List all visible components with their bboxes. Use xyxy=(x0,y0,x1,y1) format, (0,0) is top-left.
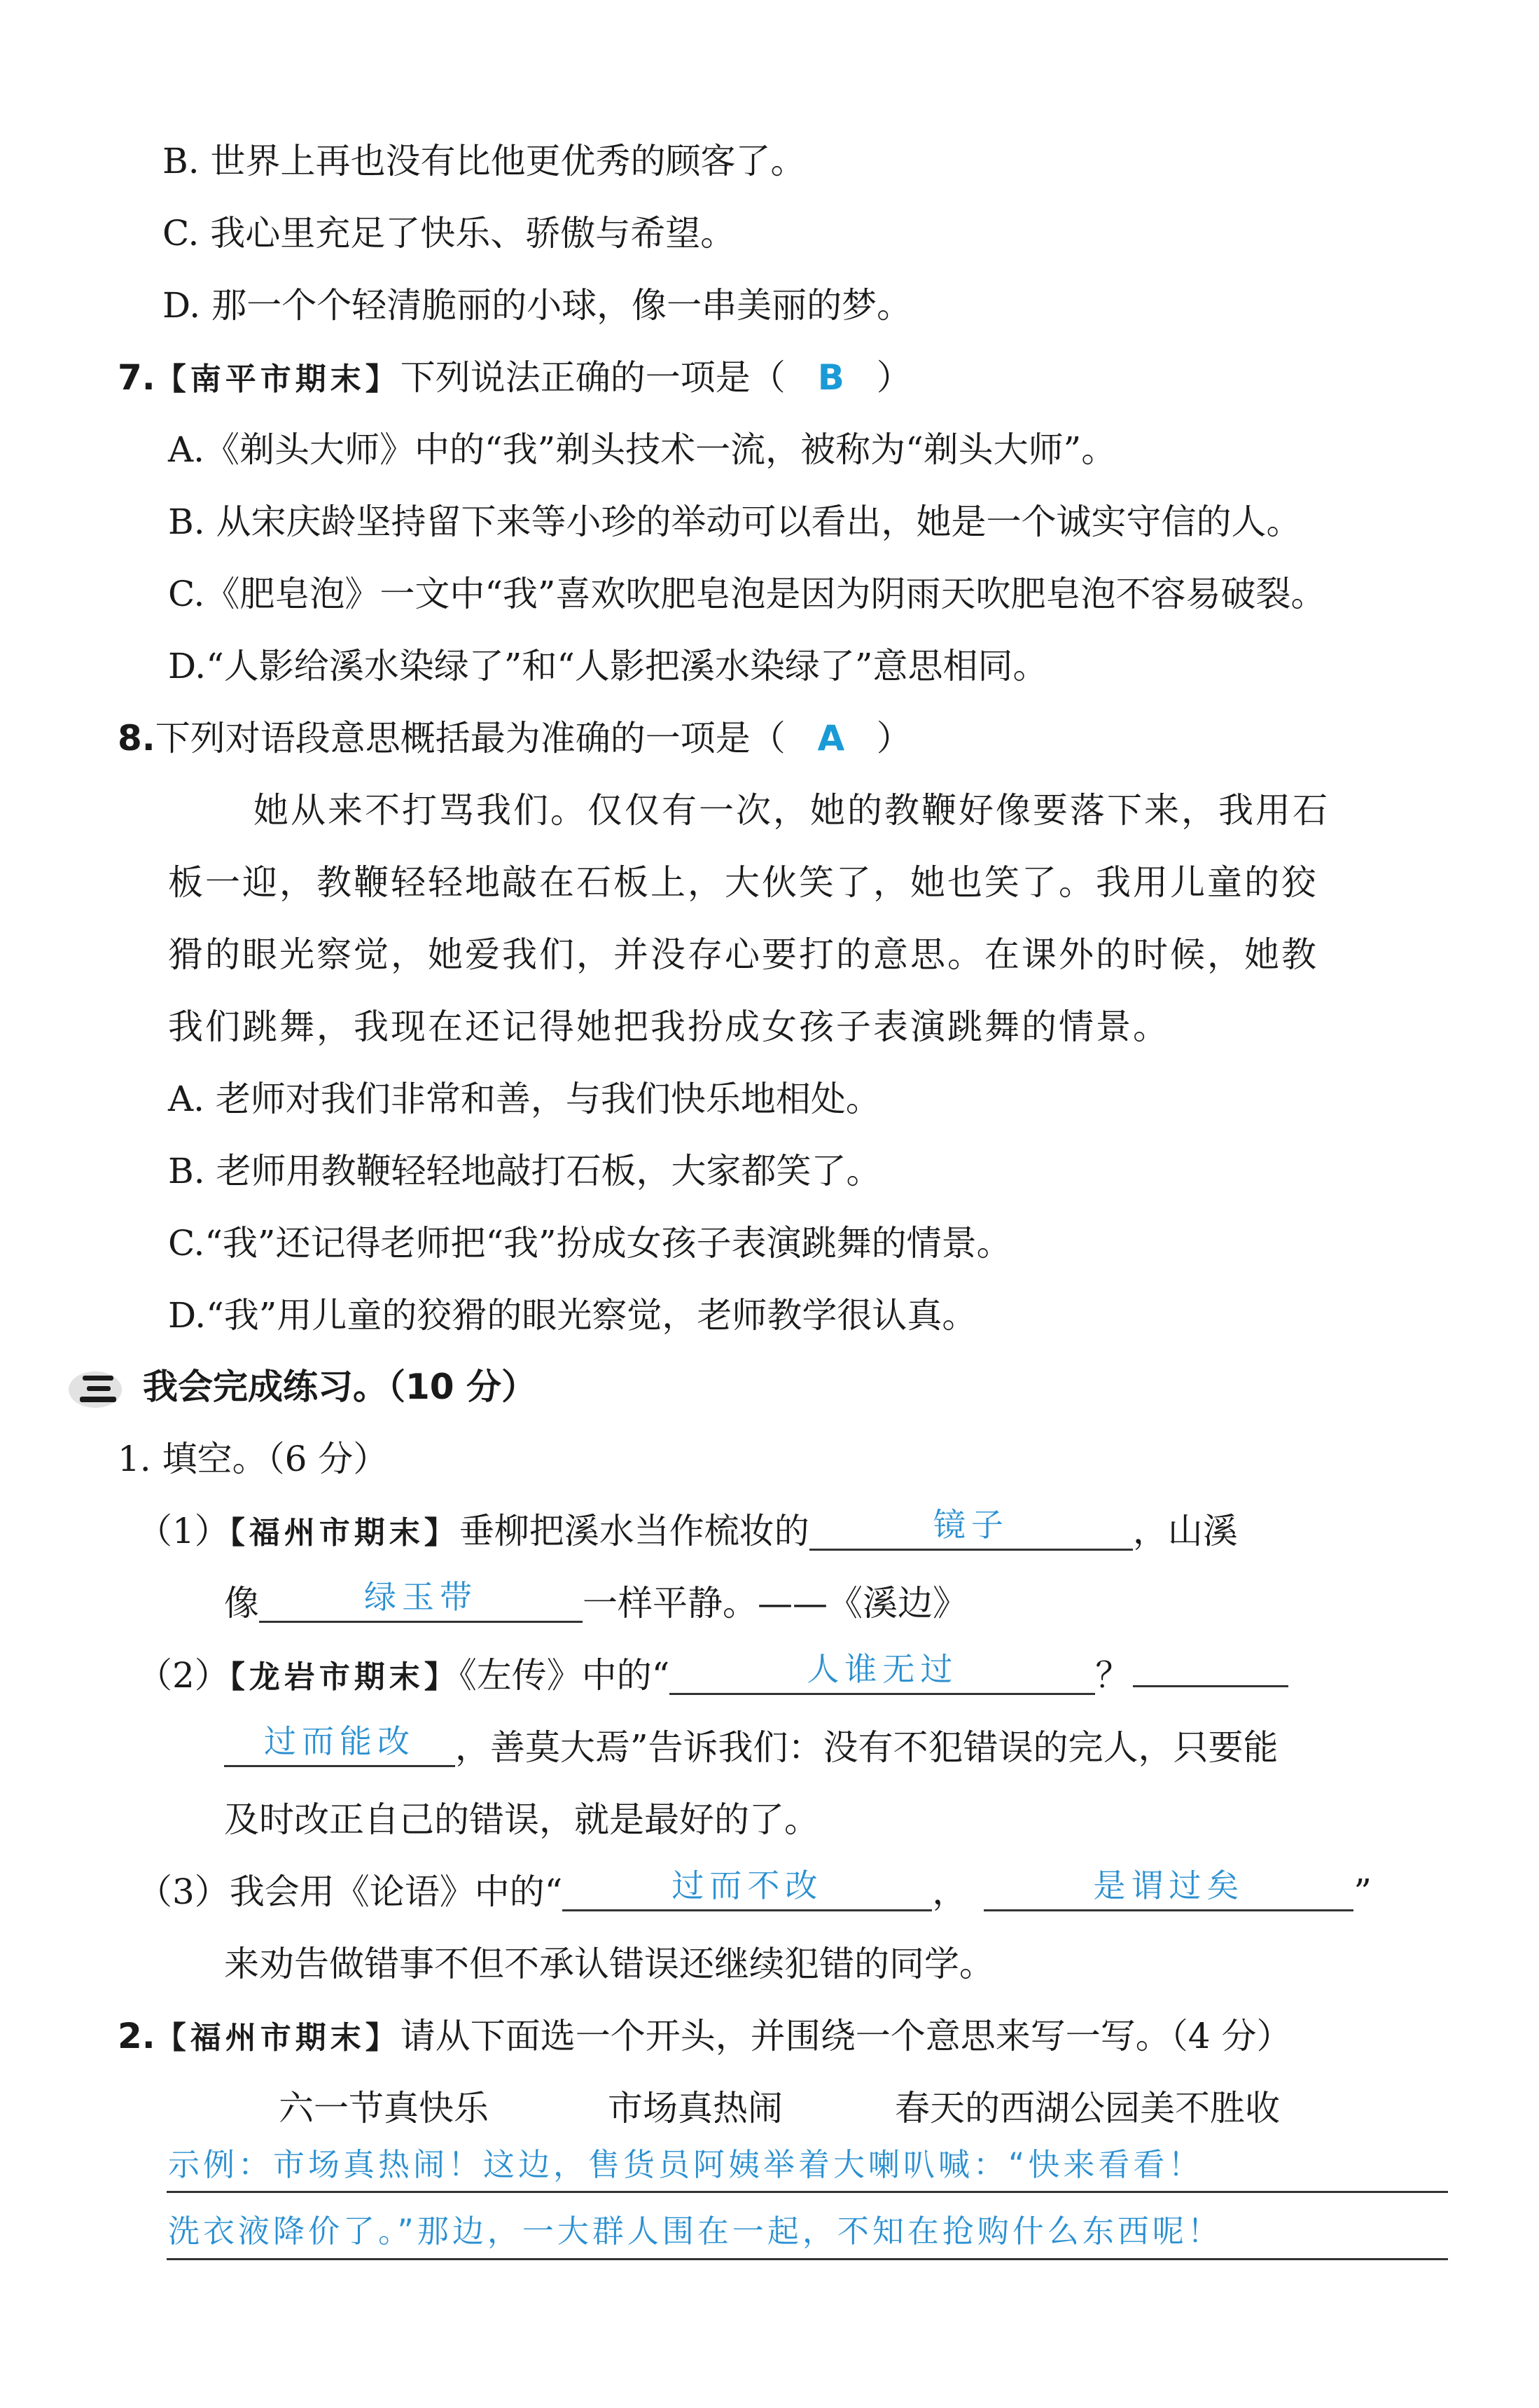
q7-close: ） xyxy=(876,357,912,398)
fill-item2-line2 xyxy=(224,1722,1279,1768)
fill-item3-text: 我会用《论语》中的“ xyxy=(229,1871,563,1912)
q8-passage-line: 板一迎，教鞭轻轻地敲在石板上，大伙笑了，她也笑了。我用儿童的狡 xyxy=(168,862,1318,903)
q7-source: 【南平市期末】 xyxy=(155,361,401,397)
fill-answer: 绿玉带 xyxy=(364,1578,478,1616)
fill-item1-text: 垂柳把溪水当作梳妆的 xyxy=(459,1511,809,1551)
writing-source: 【福州市期末】 xyxy=(155,2020,401,2056)
fill-item2-source: 【龙岩市期末】 xyxy=(229,1659,459,1695)
fill-blank xyxy=(259,1578,583,1623)
q7-number: 7. xyxy=(118,357,155,398)
writing-rule xyxy=(167,2258,1448,2260)
writing-choice: 春天的西湖公园美不胜收 xyxy=(895,2088,1280,2129)
fill-item1-source: 【福州市期末】 xyxy=(229,1515,459,1551)
q8-stem xyxy=(118,718,912,759)
fill-blank xyxy=(669,1650,1095,1695)
q8-stem-text: 下列对语段意思概括最为准确的一项是（ xyxy=(155,718,786,759)
q8-option-d: D.“我”用儿童的狡猾的眼光察觉，老师教学很认真。 xyxy=(168,1295,977,1336)
writing-answer-line: 示例：市场真热闹！这边，售货员阿姨举着大喇叭喊：“快来看看！ xyxy=(168,2146,1204,2183)
q8-number: 8. xyxy=(118,718,155,759)
q8-passage-line: 猾的眼光察觉，她爱我们，并没存心要打的意思。在课外的时候，她教 xyxy=(168,934,1318,975)
writing-answer-line: 洗衣液降价了。”那边，一大群人围在一起，不知在抢购什么东西呢！ xyxy=(168,2213,1223,2250)
fill-blank xyxy=(562,1867,932,1911)
fill-answer: 过而不改 xyxy=(671,1867,823,1904)
fill-item1-text: ，山溪 xyxy=(1132,1511,1238,1551)
writing-rule xyxy=(167,2191,1448,2193)
fill-item2-text: ？ xyxy=(1095,1655,1131,1696)
q7-answer: B xyxy=(817,357,844,398)
fill-item2-line1 xyxy=(137,1650,1288,1696)
prev-option-b: B. 世界上再也没有比他更优秀的顾客了。 xyxy=(162,141,806,181)
fill-item2-text: 《左传》中的“ xyxy=(459,1655,670,1696)
writing-stem xyxy=(118,2016,1292,2056)
q7-option-d: D.“人影给溪水染绿了”和“人影把溪水染绿了”意思相同。 xyxy=(168,646,1048,686)
fill-item3-line1 xyxy=(137,1867,1372,1912)
fill-item1-number: （1） xyxy=(137,1511,230,1551)
writing-prompt: 请从下面选一个开头，并围绕一个意思来写一写。（4 分） xyxy=(400,2016,1292,2056)
writing-choice: 六一节真快乐 xyxy=(279,2088,489,2129)
fill-item3-number: （3） xyxy=(137,1871,230,1912)
fill-blank xyxy=(984,1867,1353,1911)
fill-item2-line3: 及时改正自己的错误，就是最好的了。 xyxy=(224,1799,819,1840)
writing-choices xyxy=(279,2088,1280,2129)
q7-option-b: B. 从宋庆龄坚持留下来等小珍的举动可以看出，她是一个诚实守信的人。 xyxy=(168,501,1302,542)
fill-answer: 是谓过矣 xyxy=(1093,1867,1245,1904)
fill-item1-text: 像 xyxy=(224,1583,259,1624)
q8-option-c: C.“我”还记得老师把“我”扮成女孩子表演跳舞的情景。 xyxy=(168,1223,1012,1264)
q8-passage-line: 她从来不打骂我们。仅仅有一次，她的教鞭好像要落下来，我用石 xyxy=(253,790,1330,831)
fill-item2-number: （2） xyxy=(137,1655,230,1696)
writing-choice: 市场真热闹 xyxy=(608,2088,783,2129)
writing-number: 2. xyxy=(118,2016,155,2056)
q7-option-c: C.《肥皂泡》一文中“我”喜欢吹肥皂泡是因为阴雨天吹肥皂泡不容易破裂。 xyxy=(168,574,1326,614)
q7-stem-text: 下列说法正确的一项是（ xyxy=(400,357,786,398)
fill-blank xyxy=(224,1722,455,1767)
section-title: 我会完成练习。（10 分） xyxy=(143,1366,536,1407)
q8-option-a: A. 老师对我们非常和善，与我们快乐地相处。 xyxy=(168,1079,881,1119)
fill-blank xyxy=(809,1506,1133,1551)
q8-option-b: B. 老师用教鞭轻轻地敲打石板，大家都笑了。 xyxy=(168,1151,882,1191)
fill-item3-text: ” xyxy=(1353,1871,1372,1912)
fill-item1-line2 xyxy=(224,1578,968,1624)
q8-close: ） xyxy=(876,718,912,759)
fill-item3-text: ， xyxy=(932,1871,968,1912)
prev-option-c: C. 我心里充足了快乐、骄傲与希望。 xyxy=(162,213,736,254)
fill-title: 1. 填空。（6 分） xyxy=(118,1439,389,1479)
prev-option-d: D. 那一个个轻清脆丽的小球，像一串美丽的梦。 xyxy=(162,285,912,326)
fill-item2-text: ，善莫大焉”告诉我们：没有不犯错误的完人，只要能 xyxy=(455,1727,1279,1768)
fill-answer: 镜子 xyxy=(933,1506,1009,1544)
section-three-icon xyxy=(67,1366,129,1409)
fill-blank xyxy=(1133,1685,1288,1687)
q8-answer: A xyxy=(817,718,845,759)
fill-item3-line2: 来劝告做错事不但不承认错误还继续犯错的同学。 xyxy=(224,1944,994,1984)
fill-answer: 过而能改 xyxy=(264,1722,415,1760)
fill-item1-line1 xyxy=(137,1506,1238,1551)
q8-passage-line: 我们跳舞，我现在还记得她把我扮成女孩子表演跳舞的情景。 xyxy=(168,1006,1170,1047)
fill-answer: 人谁无过 xyxy=(807,1650,959,1688)
q7-stem xyxy=(118,357,912,398)
fill-item1-text: 一样平静。——《溪边》 xyxy=(583,1583,968,1624)
q7-option-a: A.《剃头大师》中的“我”剃头技术一流，被称为“剃头大师”。 xyxy=(168,429,1117,470)
